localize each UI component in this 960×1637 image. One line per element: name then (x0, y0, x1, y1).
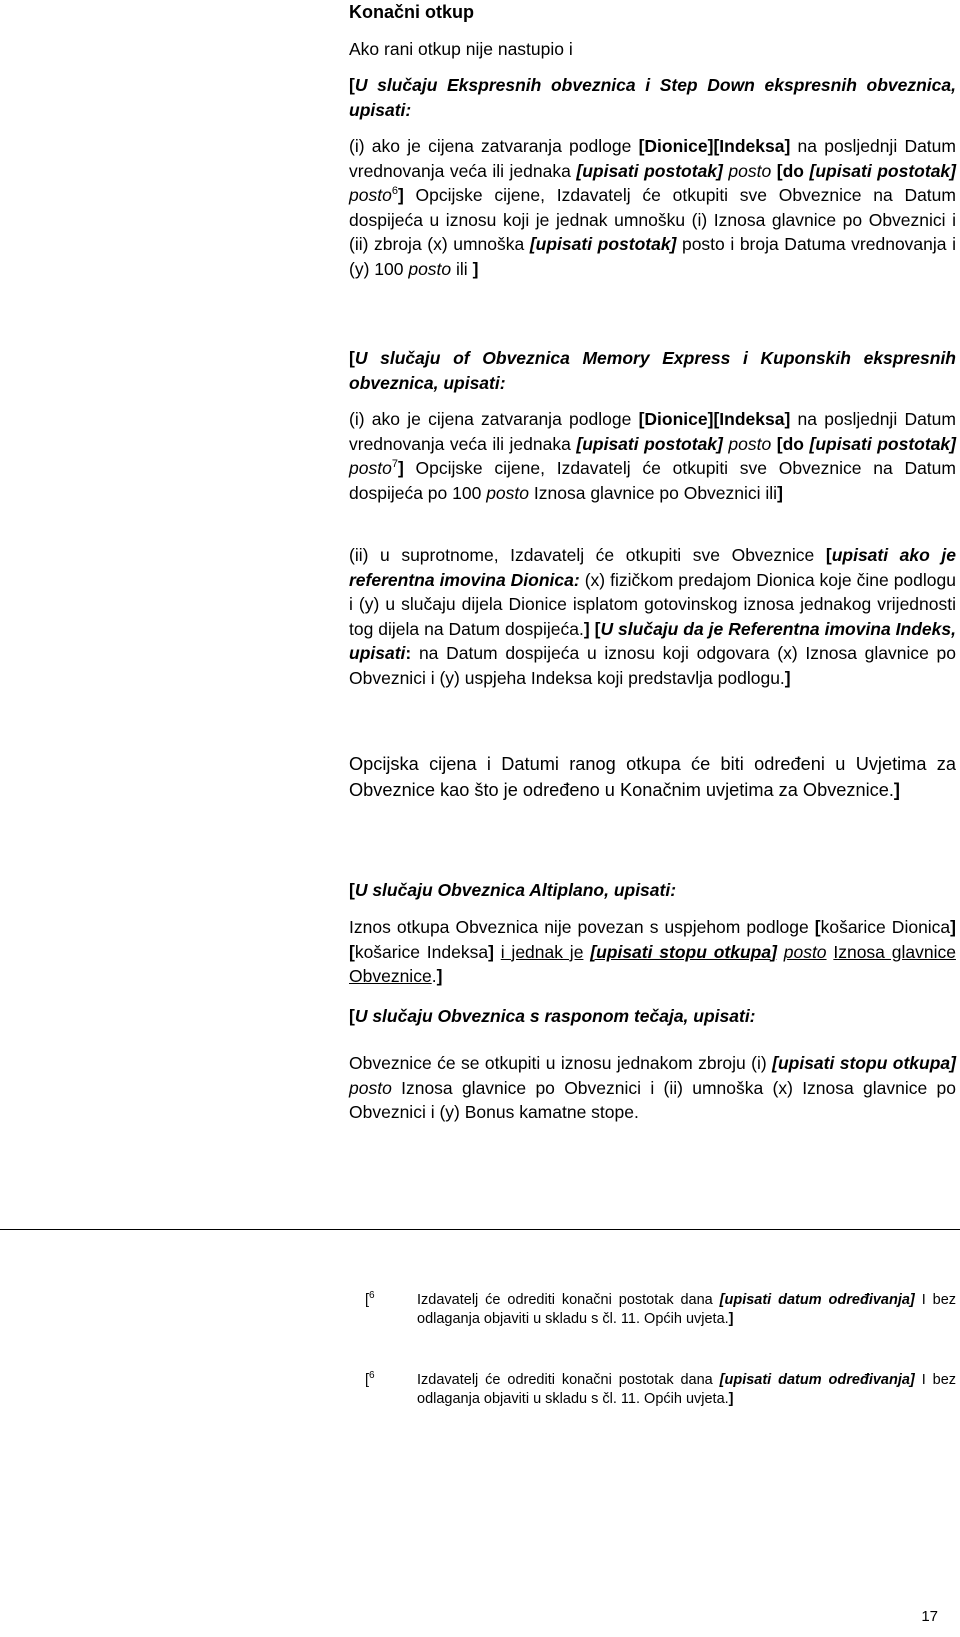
case-heading-altiplano: [U slučaju Obveznica Altiplano, upisati: (349, 880, 677, 900)
paragraph-memory-i: (i) ako je cijena zatvaranja podloge [Dionice][Indeksa] na posljednji Datum vrednovanja veća ili jednaka [upisati postotak] posto [do [upisati postotak] posto$^7$] Opcijske cijene, Izdavatelj će otkupiti sve Obveznice na Datum dospijeća po 100 posto Iznosa glavnice po Obveznici ili] (349, 409, 956, 503)
footnote-mark: [$^6$ (365, 1370, 375, 1388)
footnote-text: Izdavatelj će odrediti konačni postotak dana [upisati datum određivanja] I bez odlaganja objaviti u skladu s čl. 11. Općih uvjeta.] (417, 1292, 957, 1327)
case-heading-express: [U slučaju Ekspresnih obveznica i Step Down ekspresnih obveznica, upisati: (349, 75, 956, 120)
page-title: Konačni otkup (349, 2, 474, 22)
paragraph-memory-option: Opcijska cijena i Datumi ranog otkupa će biti određeni u Uvjetima za Obveznice kao što je određeno u Konačnim uvjetima za Obveznice.] (349, 754, 956, 800)
case-heading-spread: [U slučaju Obveznica s rasponom tečaja, upisati: (349, 1006, 756, 1026)
case-heading-memory: [U slučaju of Obveznica Memory Express i Kuponskih ekspresnih obveznica, upisati: (349, 348, 956, 393)
intro-paragraph: Ako rani otkup nije nastupio i (349, 39, 573, 59)
page-number: 17 (921, 1608, 938, 1625)
footnote-divider (0, 1229, 960, 1230)
footnote-text: Izdavatelj će odrediti konačni postotak dana [upisati datum određivanja] I bez odlaganja objaviti u skladu s čl. 11. Općih uvjeta.] (417, 1372, 957, 1407)
footnote-ref: 6 (391, 185, 398, 198)
footnote-mark: [$^6$ (365, 1290, 375, 1308)
paragraph-spread: Obveznice će se otkupiti u iznosu jednakom zbroju (i) [upisati stopu otkupa] posto Iznosa glavnice po Obveznici i (ii) umnoška (x) Iznosa glavnice po Obveznici i (y) Bonus kamatne stope. (349, 1053, 956, 1122)
footnote-ref: 7 (391, 458, 398, 471)
paragraph-memory-ii: (ii) u suprotnome, Izdavatelj će otkupiti sve Obveznice [upisati ako je referentna imovina Dionica: (x) fizičkom predajom Dionica koje čine podlogu i (y) u slučaju dijela Dionice isplatom gotovinskog iznosa jednakog vrijednosti tog dijela na Datum dospijeća.] [U slučaju da je Referentna imovina Indeks, upisati: na Datum dospijeća u iznosu koji odgovara (x) Iznosa glavnice po Obveznici i (y) uspjeha Indeksa koji predstavlja podlogu.] (349, 545, 957, 688)
paragraph-express: (i) ako je cijena zatvaranja podloge [Dionice][Indeksa] na posljednji Datum vrednovanja veća ili jednaka [upisati postotak] posto [do [upisati postotak] posto$^6$] Opcijske cijene, Izdavatelj će otkupiti sve Obveznice na Datum dospijeća u iznosu koji je jednak umnošku (i) Iznosa glavnice po Obveznici i (ii) zbroja (x) umnoška [upisati postotak] posto i broja Datuma vrednovanja i (y) 100 posto ili ] (349, 136, 956, 279)
paragraph-altiplano: Iznos otkupa Obveznica nije povezan s uspjehom podloge [košarice Dionica][košarice Indeksa] i jednak je [upisati stopu otkupa] posto Iznosa glavnice Obveznice.] (349, 917, 956, 986)
